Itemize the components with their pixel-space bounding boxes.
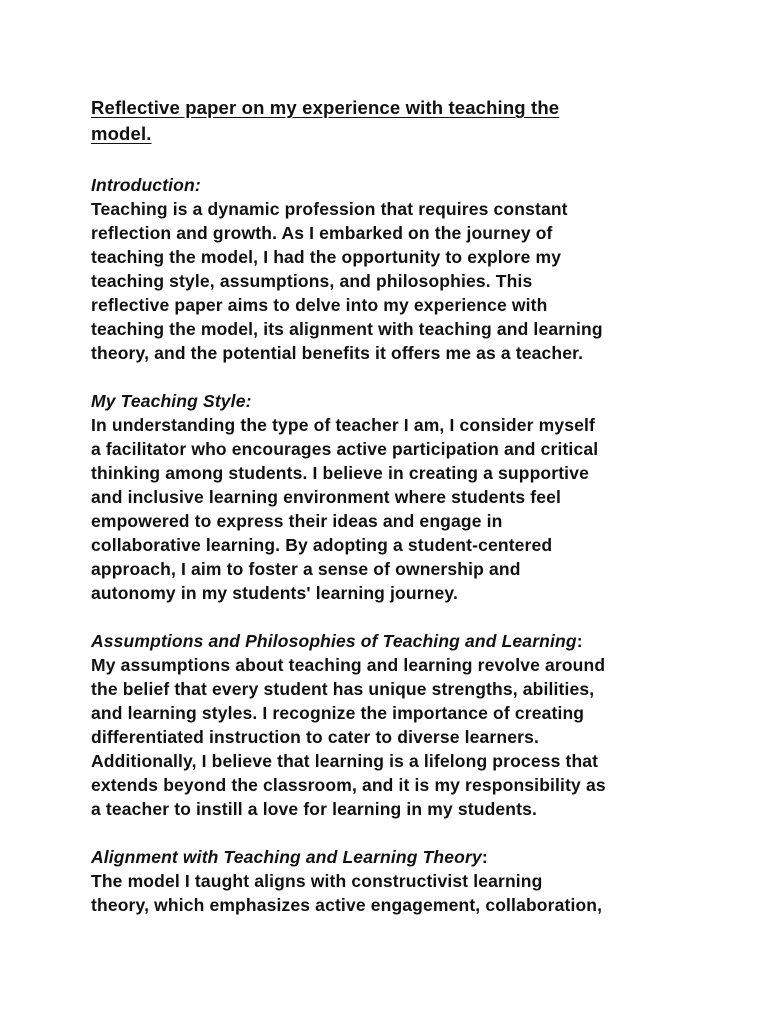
body-line: autonomy in my students' learning journey. <box>91 583 458 603</box>
body-line: and learning styles. I recognize the importance of creating <box>91 703 585 723</box>
body-line: Teaching is a dynamic profession that requires constant <box>91 199 568 219</box>
body-line: empowered to express their ideas and engage in <box>91 511 503 531</box>
body-line: collaborative learning. By adopting a student-centered <box>91 535 553 555</box>
body-line: My assumptions about teaching and learning revolve around <box>91 655 606 675</box>
section-body <box>91 653 691 821</box>
section-alignment-theory <box>91 845 691 917</box>
body-line: a teacher to instill a love for learning in my students. <box>91 799 538 819</box>
body-line: a facilitator who encourages active participation and critical <box>91 439 599 459</box>
section-heading: My Teaching Style: <box>91 391 252 411</box>
body-line: reflection and growth. As I embarked on the journey of <box>91 223 553 243</box>
body-line: teaching style, assumptions, and philosophies. This <box>91 271 533 291</box>
section-body <box>91 413 691 605</box>
section-heading: Alignment with Teaching and Learning Theory: <box>91 847 488 867</box>
body-line: and inclusive learning environment where students feel <box>91 487 562 507</box>
title-line: model. <box>91 123 152 144</box>
body-line: the belief that every student has unique strengths, abilities, <box>91 679 595 699</box>
body-line: extends beyond the classroom, and it is my responsibility as <box>91 775 606 795</box>
section-heading: Introduction: <box>91 175 201 195</box>
title-line: Reflective paper on my experience with teaching the <box>91 97 560 118</box>
body-line: The model I taught aligns with constructivist learning <box>91 871 543 891</box>
section-teaching-style <box>91 389 691 605</box>
body-line: differentiated instruction to cater to diverse learners. <box>91 727 539 747</box>
document-page <box>91 95 691 941</box>
section-introduction <box>91 173 691 365</box>
body-line: thinking among students. I believe in creating a supportive <box>91 463 589 483</box>
body-line: theory, which emphasizes active engagement, collaboration, <box>91 895 603 915</box>
body-line: Additionally, I believe that learning is a lifelong process that <box>91 751 599 771</box>
body-line: teaching the model, I had the opportunity to explore my <box>91 247 562 267</box>
body-line: teaching the model, its alignment with teaching and learning <box>91 319 603 339</box>
body-line: approach, I aim to foster a sense of ownership and <box>91 559 521 579</box>
body-line: theory, and the potential benefits it offers me as a teacher. <box>91 343 584 363</box>
document-title <box>91 95 691 147</box>
body-line: In understanding the type of teacher I am, I consider myself <box>91 415 595 435</box>
section-body <box>91 197 691 365</box>
section-body <box>91 869 691 917</box>
section-assumptions-philosophies <box>91 629 691 821</box>
body-line: reflective paper aims to delve into my experience with <box>91 295 548 315</box>
section-heading: Assumptions and Philosophies of Teaching and Learning: <box>91 631 583 651</box>
